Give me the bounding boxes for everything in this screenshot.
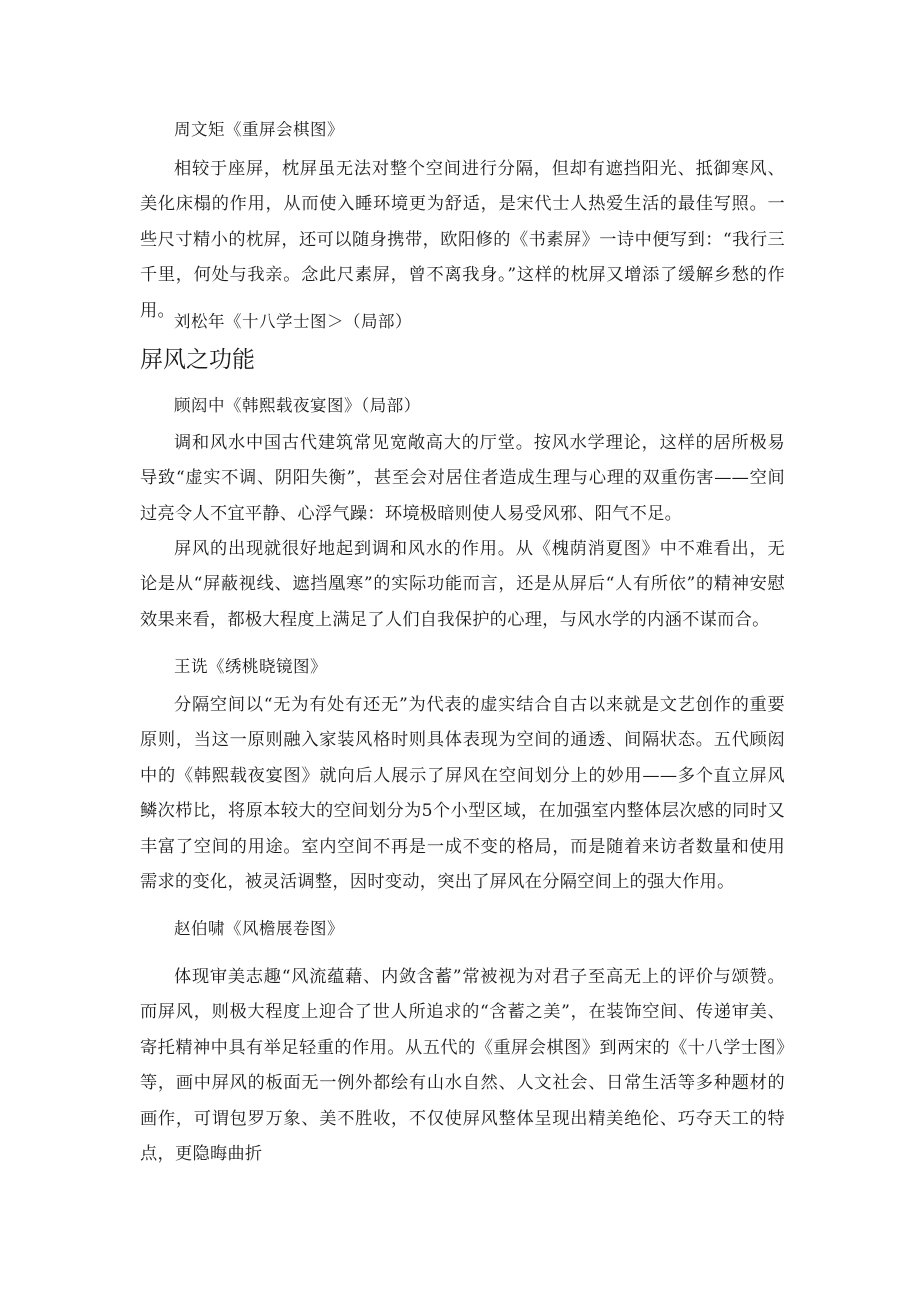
figure-caption: 王诜《绣桃晓镜图》 [174,657,327,676]
body-paragraph: 分隔空间以“无为有处有还无”为代表的虚实结合自古以来就是文艺创作的重要原则，当这一原则融入家装风格时则具体表现为空间的通透、间隔状态。五代顾闳中的《韩熙载夜宴图》就向后人展示了屏风在空间划分上的妙用——多个直立屏风鳞次栉比，将原本较大的空间划分为5个小型区域，在加强室内整体层次感的同时又丰富了空间的用途。室内空间不再是一成不变的格局，而是随着来访者数量和使用需求的变化，被灵活调整，因时变动，突出了屏风在分隔空间上的强大作用。 [140,695,785,893]
body-paragraph: 调和风水中国古代建筑常见宽敞高大的厅堂。按风水学理论，这样的居所极易导致“虚实不调、阴阳失衡”，甚至会对居住者造成生理与心理的双重伤害——空间过亮令人不宜平静、心浮气躁：环境极暗则使人易受风邪、阳气不足。 [140,433,785,524]
body-paragraph: 体现审美志趣“风流蕴藉、内敛含蓄”常被视为对君子至高无上的评价与颂赞。而屏风，则极大程度上迎合了世人所追求的“含蓄之美”，在装饰空间、传递审美、寄托精神中具有举足轻重的作用。从五代的《重屏会棋图》到两宋的《十八学士图》等，画中屏风的板面无一例外都绘有山水自然、人文社会、日常生活等多种题材的画作，可谓包罗万象、美不胜收，不仅使屏风整体呈现出精美绝伦、巧夺天工的特点，更隐晦曲折 [140,967,785,1165]
figure-caption: 刘松年《十八学士图＞（局部） [174,312,412,331]
figure-caption: 顾闳中《韩熙载夜宴图》（局部） [174,396,421,415]
body-paragraph: 相较于座屏，枕屏虽无法对整个空间进行分隔，但却有遮挡阳光、抵御寒风、美化床榻的作用，从而使入睡环境更为舒适，是宋代士人热爱生活的最佳写照。一些尺寸精小的枕屏，还可以随身携带，欧阳修的《书素屏》一诗中便写到：“我行三千里，何处与我亲。念此尺素屏，曾不离我身。”这样的枕屏又增添了缓解乡愁的作用。 [140,159,785,321]
figure-caption: 赵伯啸《风檐展卷图》 [174,919,344,938]
body-paragraph: 屏风的出现就很好地起到调和风水的作用。从《槐荫消夏图》中不难看出，无论是从“屏蔽视线、遮挡凰寒”的实际功能而言，还是从屏后“人有所依”的精神安慰效果来看，都极大程度上满足了人们自我保护的心理，与风水学的内涵不谋而合。 [140,539,785,630]
figure-caption: 周文矩《重屏会棋图》 [174,120,344,139]
section-heading: 屏风之功能 [140,347,255,373]
